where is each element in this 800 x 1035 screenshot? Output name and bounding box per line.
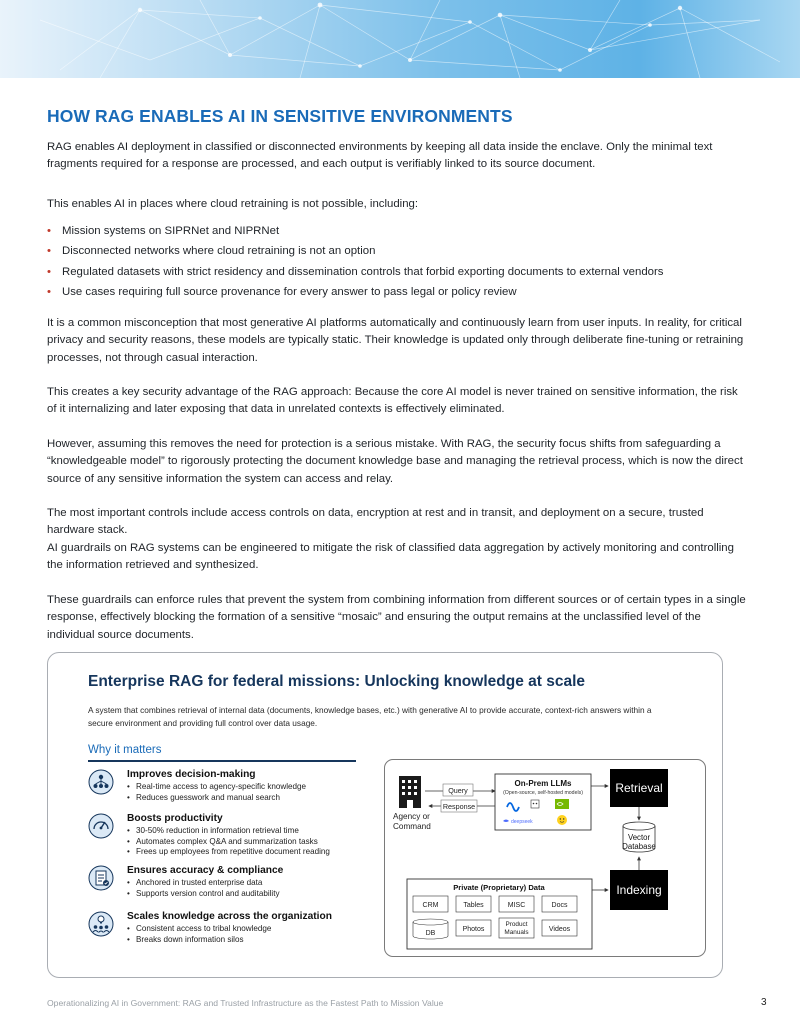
bullet-icon: •	[47, 265, 51, 278]
banner-graphic	[0, 0, 800, 78]
use-case-list	[47, 221, 747, 302]
list-item	[47, 241, 747, 261]
benefit-point: • Reduces guesswork and manual search	[127, 793, 306, 804]
benefit-heading: Improves decision-making	[127, 769, 256, 780]
guardrails-paragraph: AI guardrails on RAG systems can be engineered to mitigate the risk of classified data aggregation by actively monitoring and controlling the information retrieved and synthesized.	[47, 542, 734, 572]
data-item-product-manuals-line2: Manuals	[504, 929, 529, 936]
query-label: Query	[448, 786, 468, 795]
enables-paragraph: This enables AI in places where cloud retraining is not possible, including:	[47, 198, 419, 210]
advantage-paragraph: This creates a key security advantage of the RAG approach: Because the core AI model is never trained on sensitive information, the risk of it internalizing and later exposing that data in unrelated contexts is effectively eliminated.	[47, 386, 738, 416]
list-item	[47, 262, 747, 282]
private-data-title: Private (Proprietary) Data	[453, 883, 545, 892]
benefit-point: • 30-50% reduction in information retrieval time	[127, 826, 330, 837]
nvidia-logo-icon	[555, 799, 569, 809]
mistral-logo-icon	[531, 800, 539, 808]
bullet-icon: •	[47, 225, 51, 237]
enterprise-rag-panel	[47, 652, 723, 978]
benefit-point: • Frees up employees from repetitive document reading	[127, 847, 330, 858]
list-item-text: Mission systems on SIPRNet and NIPRNet	[62, 225, 280, 237]
llm-subtitle: (Open-source, self-hosted models)	[503, 790, 583, 796]
list-item-text: Regulated datasets with strict residency and dissemination controls that forbid exporting documents to external vendors	[62, 265, 664, 278]
response-label: Response	[442, 802, 476, 811]
rag-architecture-diagram	[384, 759, 706, 957]
header-banner	[0, 0, 800, 78]
building-icon	[399, 776, 421, 808]
benefit-point: • Consistent access to tribal knowledge	[127, 924, 271, 935]
data-item-docs: Docs	[551, 902, 568, 909]
benefit-heading: Ensures accuracy & compliance	[127, 865, 284, 876]
benefit-points	[127, 826, 330, 858]
data-item-misc: MISC	[507, 902, 526, 909]
benefit-point: • Anchored in trusted enterprise data	[127, 878, 280, 889]
page-title: HOW RAG ENABLES AI IN SENSITIVE ENVIRONMENTS	[47, 106, 513, 126]
idea-team-icon	[88, 911, 114, 937]
data-item-product-manuals-line1: Product	[505, 921, 528, 928]
list-item	[47, 282, 747, 302]
decision-network-icon	[88, 769, 114, 795]
data-item-db: DB	[425, 930, 436, 937]
list-item	[47, 221, 747, 241]
panel-description: A system that combines retrieval of internal data (documents, knowledge bases, etc.) with generative AI to provide accurate, context-rich answers within a secure environment and providing full control over data usage.	[88, 705, 652, 728]
benefit-point: • Supports version control and auditability	[127, 889, 280, 900]
data-item-tables: Tables	[463, 902, 484, 909]
bullet-icon: •	[47, 285, 51, 298]
benefit-point: • Automates complex Q&A and summarization tasks	[127, 837, 330, 848]
page-number: 3	[761, 997, 767, 1008]
data-item-crm: CRM	[422, 902, 439, 909]
controls-paragraph: The most important controls include access controls on data, encryption at rest and in transit, and deployment on a secure, trusted hardware stack.	[47, 507, 704, 537]
benefit-point: • Breaks down information silos	[127, 935, 271, 946]
benefit-points	[127, 878, 280, 899]
security-focus-paragraph: However, assuming this removes the need for protection is a serious mistake. With RAG, the security focus shifts from safeguarding a “knowledgeable model” to rigorously protecting the document knowledge base and managing the retrieval process, which is now the direct source of any sensitive information the system can access and relay.	[47, 438, 743, 485]
llm-title: On-Prem LLMs	[514, 779, 572, 788]
diagram-canvas	[385, 760, 707, 958]
benefit-point: • Real-time access to agency-specific knowledge	[127, 782, 306, 793]
data-item-videos: Videos	[548, 926, 571, 933]
benefit-heading: Boosts productivity	[127, 813, 223, 824]
bullet-icon: •	[47, 245, 51, 258]
benefit-heading: Scales knowledge across the organization	[127, 911, 332, 922]
data-item-photos: Photos	[462, 926, 485, 933]
list-item-text: Use cases requiring full source provenance for every answer to pass legal or policy review	[62, 285, 517, 298]
intro-paragraph: RAG enables AI deployment in classified or disconnected environments by keeping all data inside the enclave. Only the minimal text fragments required for a response are processed, and each output is verifiably linked to its source document.	[47, 141, 713, 171]
list-item-text: Disconnected networks where cloud retraining is not an option	[62, 245, 376, 258]
retrieval-label: Retrieval	[615, 781, 663, 795]
vector-db-label-line2: Database	[622, 842, 656, 851]
speed-gauge-icon	[88, 813, 114, 839]
deepseek-logo-text: deepseek	[511, 819, 533, 825]
agency-label-line1: Agency or	[393, 812, 430, 821]
benefit-points	[127, 782, 306, 803]
indexing-label: Indexing	[616, 883, 662, 897]
why-it-matters-heading: Why it matters	[88, 744, 162, 756]
mosaic-paragraph: These guardrails can enforce rules that prevent the system from combining information from different sources or of certain types in a single response, effectively blocking the formation of a sensitive “mosaic” and ensuring the output remains at the unclassified level of the individual source documents.	[47, 594, 746, 641]
benefit-points	[127, 924, 271, 945]
hugging-face-logo-icon	[557, 815, 567, 825]
compliance-checklist-icon	[88, 865, 114, 891]
misconception-paragraph: It is a common misconception that most generative AI platforms automatically and continuously learn from user inputs. In reality, for critical privacy and security reasons, these models are typically static. Their knowledge is updated only through deliberate fine-tuning or retraining processes, not through casual interaction.	[47, 317, 744, 364]
panel-title: Enterprise RAG for federal missions: Unlocking knowledge at scale	[88, 673, 585, 690]
footer-text: Operationalizing AI in Government: RAG and Trusted Infrastructure as the Fastest Path to Mission Value	[47, 998, 444, 1008]
agency-label-line2: Command	[393, 822, 431, 831]
section-divider	[88, 760, 356, 762]
vector-db-label-line1: Vector	[627, 833, 651, 842]
